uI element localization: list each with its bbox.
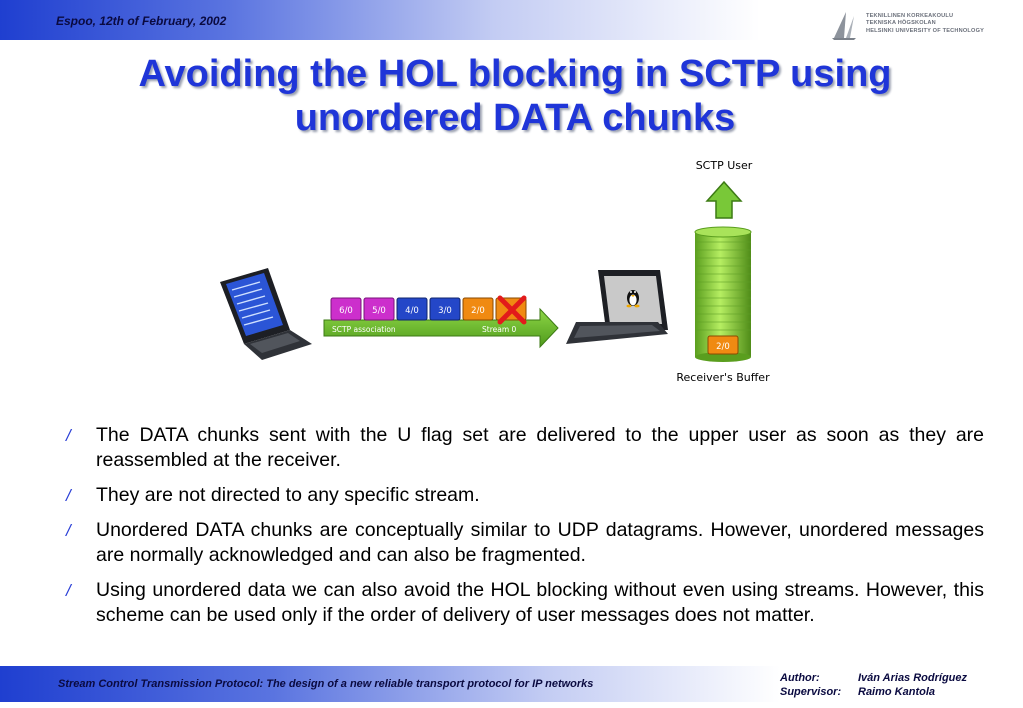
supervisor-name: Raimo Kantola [858, 686, 936, 698]
bullet-item [64, 483, 984, 508]
chunk-6-0-label: 6/0 [339, 306, 353, 316]
bullet-mark: / [66, 521, 71, 540]
bullet-text: Unordered DATA chunks are conceptually similar to UDP datagrams. However, unordered messages are normally acknowledged and can also be fragmented. [96, 519, 984, 566]
buffer-chunk-label: 2/0 [716, 342, 730, 352]
slide-title [60, 52, 970, 140]
footer-title: Stream Control Transmission Protocol: The design of a new reliable transport protocol for IP networks [58, 678, 594, 690]
up-arrow-icon [707, 182, 741, 218]
slide-title-line-1: Avoiding the HOL blocking in SCTP using [138, 53, 892, 95]
logo-line-1: TEKNILLINEN KORKEAKOULU [866, 13, 954, 19]
bullet-item [64, 423, 984, 473]
sender-laptop-icon [220, 268, 312, 360]
chunk-5-0 [364, 298, 394, 320]
association-label: SCTP association [332, 325, 396, 334]
chunk-3-0-label: 3/0 [438, 306, 452, 316]
bullet-text: The DATA chunks sent with the U flag set are delivered to the upper user as soon as they are reassembled at the receiver. [96, 424, 984, 471]
chunk-3-0 [430, 298, 460, 320]
header-date: Espoo, 12th of February, 2002 [56, 14, 227, 28]
chunk-4-0-label: 4/0 [405, 306, 419, 316]
lost-chunk [496, 298, 526, 322]
logo-line-3: HELSINKI UNIVERSITY OF TECHNOLOGY [866, 27, 985, 34]
receivers-buffer-label: Receiver's Buffer [676, 371, 770, 384]
bullet-mark: / [66, 581, 71, 600]
chunk-2-0 [463, 298, 493, 320]
stream-label: Stream 0 [482, 325, 517, 334]
bullet-text: Using unordered data we can also avoid the HOL blocking without even using streams. However, this scheme can be used only if the order of delivery of user messages does not matter. [96, 579, 984, 626]
chunk-4-0 [397, 298, 427, 320]
bullet-mark: / [66, 426, 71, 445]
chunk-6-0 [331, 298, 361, 320]
slide-title-line-2: unordered DATA chunks [294, 97, 736, 139]
author-label: Author: [780, 672, 820, 684]
bullet-mark: / [66, 486, 71, 505]
hol-diagram [0, 150, 1023, 390]
university-logo [830, 8, 1000, 42]
receiver-laptop-icon [566, 270, 668, 344]
buffer-chunk-2-0 [708, 336, 738, 354]
bullet-item [64, 578, 984, 628]
chunk-2-0-label: 2/0 [471, 306, 485, 316]
author-name: Iván Arias Rodríguez [858, 672, 968, 684]
chunk-5-0-label: 5/0 [372, 306, 386, 316]
logo-line-2: TEKNISKA HÖGSKOLAN [866, 20, 936, 27]
footer-credits [780, 671, 967, 699]
bullet-text: They are not directed to any specific stream. [96, 484, 480, 506]
sctp-user-label: SCTP User [695, 159, 753, 172]
bullet-list [64, 423, 984, 638]
supervisor-label: Supervisor: [780, 686, 842, 698]
university-logo-mark-icon [830, 8, 862, 42]
bullet-item [64, 518, 984, 568]
